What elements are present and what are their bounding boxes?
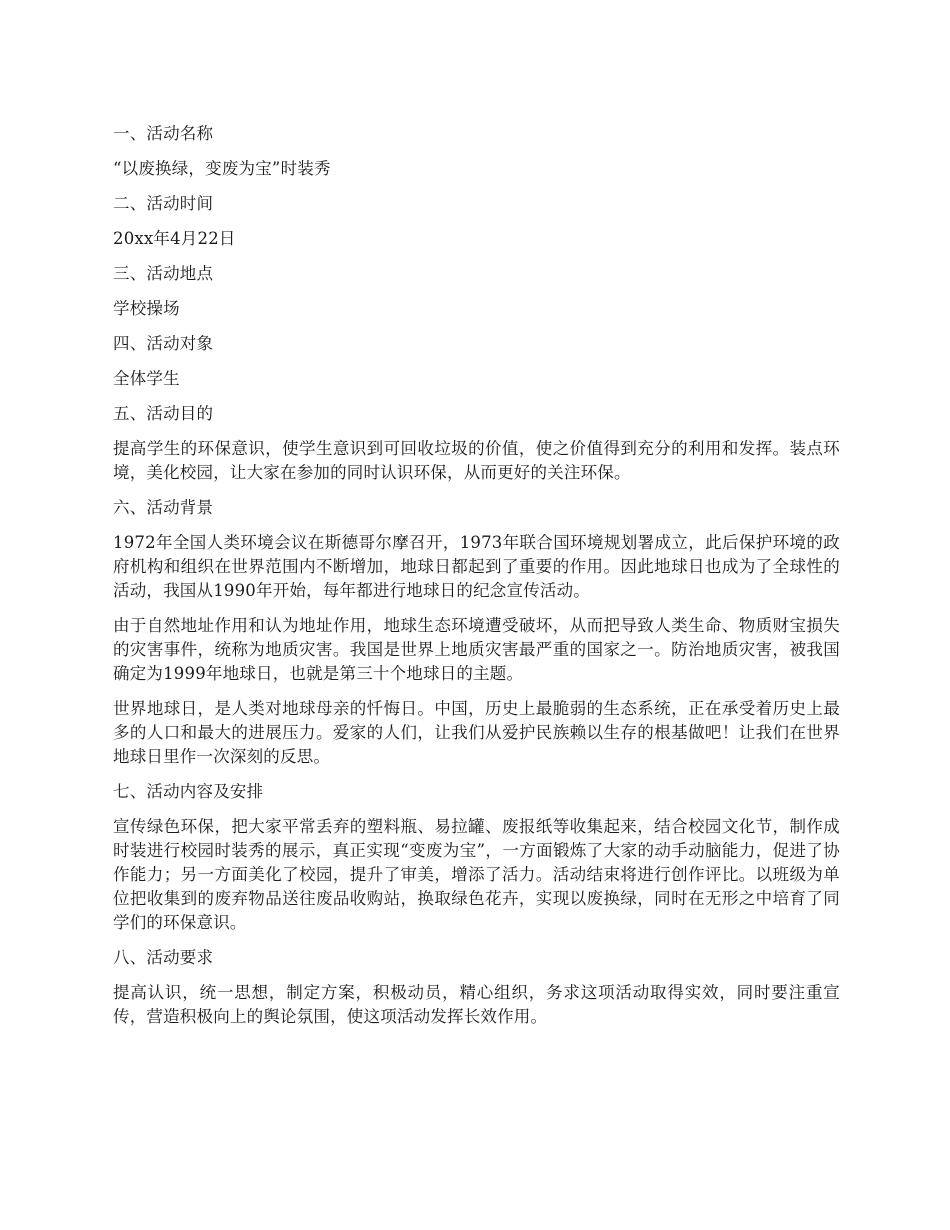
- section-heading-purpose: 五、活动目的: [113, 404, 214, 423]
- document-page: [113, 122, 840, 1040]
- section-heading-name: 一、活动名称: [113, 124, 214, 143]
- activity-location-text: 学校操场: [113, 299, 180, 318]
- section-heading-content: 七、活动内容及安排: [113, 782, 264, 801]
- background-paragraph-3: 世界地球日，是人类对地球母亲的忏悔日。中国，历史上最脆弱的生态系统，正在承受着历史上最多的人口和最大的进展压力。爱家的人们，让我们从爱护民族赖以生存的根基做吧！让我们在世界地球日里作一次深刻的反思。: [113, 699, 840, 766]
- activity-content-text: 宣传绿色环保，把大家平常丢弃的塑料瓶、易拉罐、废报纸等收集起来，结合校园文化节，制作成时装进行校园时装秀的展示，真正实现“变废为宝”，一方面锻炼了大家的动手动脑能力，促进了协作能力；另一方面美化了校园，提升了审美，增添了活力。活动结束将进行创作评比。以班级为单位把收集到的废弃物品送往废品收购站，换取绿色花卉，实现以废换绿，同时在无形之中培育了同学们的环保意识。: [113, 817, 840, 932]
- activity-purpose-text: 提高学生的环保意识，使学生意识到可回收垃圾的价值，使之价值得到充分的利用和发挥。装点环境，美化校园，让大家在参加的同时认识环保，从而更好的关注环保。: [113, 439, 840, 482]
- activity-time-text: 20xx年4月22日: [113, 229, 236, 248]
- activity-requirements-text: 提高认识，统一思想，制定方案，积极动员，精心组织，务求这项活动取得实效，同时要注重宣传，营造积极向上的舆论氛围，使这项活动发挥长效作用。: [113, 983, 840, 1026]
- activity-audience-text: 全体学生: [113, 369, 180, 388]
- section-heading-audience: 四、活动对象: [113, 334, 214, 353]
- background-paragraph-2: 由于自然地址作用和认为地址作用，地球生态环境遭受破坏，从而把导致人类生命、物质财宝损失的灾害事件，统称为地质灾害。我国是世界上地质灾害最严重的国家之一。防治地质灾害，被我国确定为1999年地球日，也就是第三十个地球日的主题。: [113, 616, 840, 683]
- section-heading-background: 六、活动背景: [113, 498, 214, 517]
- section-heading-location: 三、活动地点: [113, 264, 214, 283]
- activity-name-text: “以废换绿，变废为宝”时装秀: [113, 159, 331, 178]
- section-heading-requirements: 八、活动要求: [113, 948, 214, 967]
- section-heading-time: 二、活动时间: [113, 194, 214, 213]
- background-paragraph-1: 1972年全国人类环境会议在斯德哥尔摩召开，1973年联合国环境规划署成立，此后保护环境的政府机构和组织在世界范围内不断增加，地球日都起到了重要的作用。因此地球日也成为了全球性的活动，我国从1990年开始，每年都进行地球日的纪念宣传活动。: [113, 533, 840, 600]
